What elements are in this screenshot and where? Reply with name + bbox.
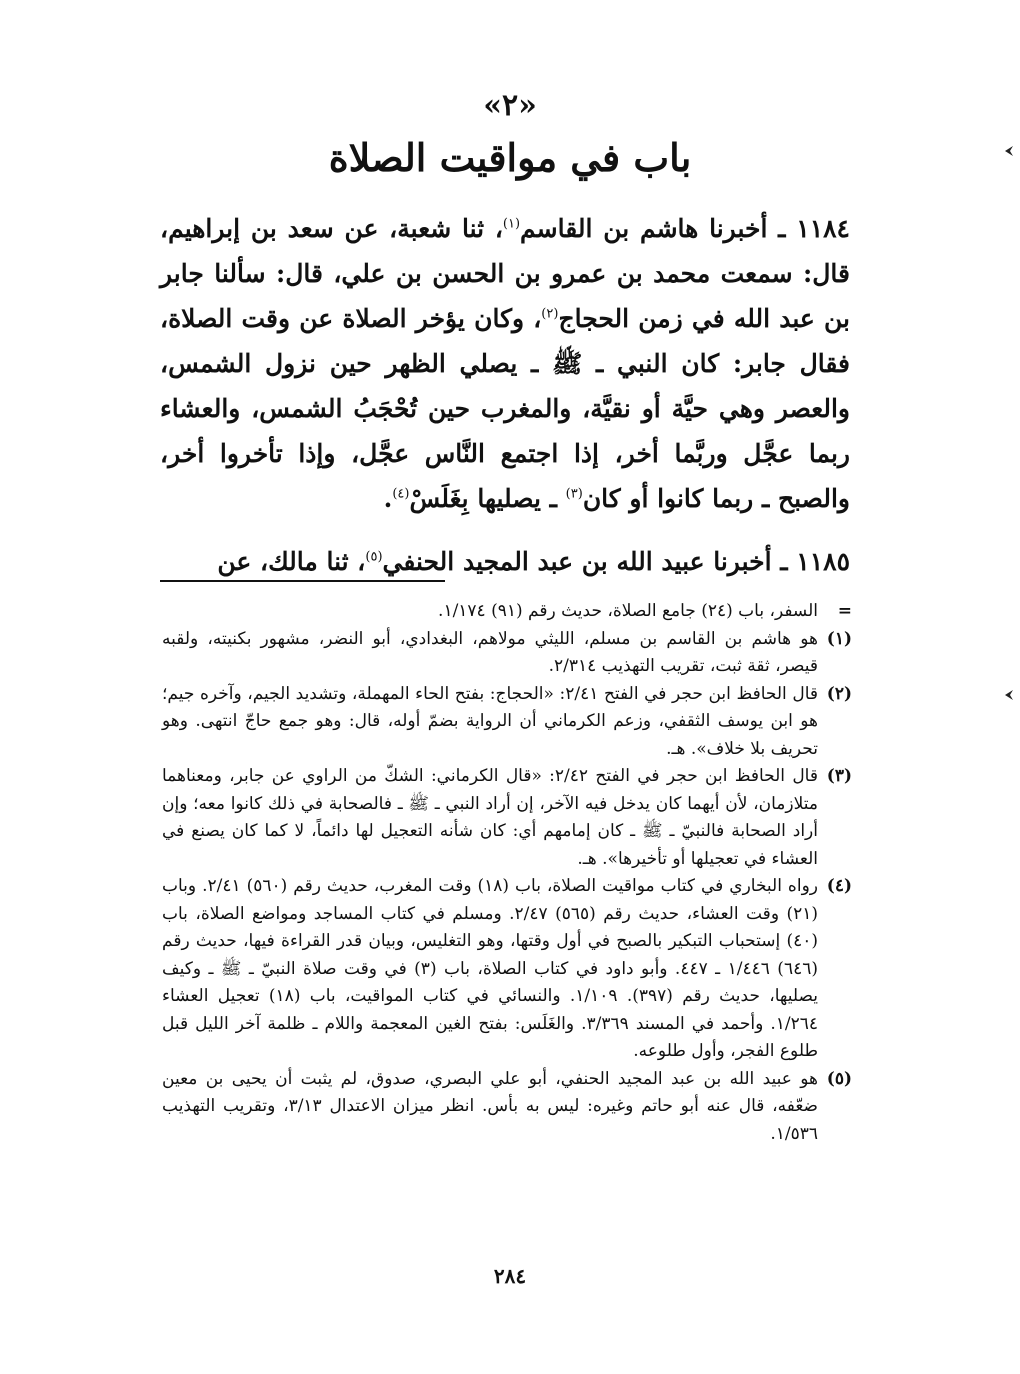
footnote-number: (٥) (826, 1068, 852, 1089)
footnote-text: قال الحافظ ابن حجر في الفتح ٢/٤١: «الحجاج: بفتح الحاء المهملة، وتشديد الجيم، وآخره جيم؛ هو ابن يوسف الثقفي، وزعم الكرماني أن الرواية بضمّ أوله، قال: وهو جمع حاجّ انتهى. وهو تحريف بلا خلاف». هـ. (162, 683, 819, 759)
hadith-text: ، ثنا مالك، عن (217, 547, 366, 576)
footnote-divider (160, 580, 445, 582)
footnote-ref: (١) (502, 216, 521, 232)
footnote-ref: (٣) (565, 486, 583, 502)
footnote-text: هو عبيد الله بن عبد المجيد الحنفي، أبو علي البصري، صدوق، لم يثبت أن يحيى بن معين ضعّفه، قال عنه أبو حاتم وغيره: ليس به بأس. انظر ميزان الاعتدال ٣/١٣، وتقريب التهذيب ١/٥٣٦. (162, 1068, 818, 1144)
footnote-number: (٢) (826, 683, 852, 704)
footnotes (162, 598, 852, 1148)
chapter-number: «٢» (483, 88, 537, 123)
footnote-ref: (٢) (541, 306, 559, 322)
hadith-text: ـ يصليها بِغَلَسْ (409, 484, 566, 513)
hadith-1185 (160, 539, 850, 584)
hadith-text: ، ثنا شعبة، عن سعد بن إبراهيم، قال: سمعت محمد بن عمرو بن الحسن بن علي، قال: سألنا جابر بن عبد الله في زمن الحجاج (160, 214, 850, 333)
footnote-ref: (٤) (392, 486, 410, 502)
footnote-1 (162, 626, 852, 681)
hadith-text: ـ أخبرنا عبيد الله بن عبد المجيد الحنفي (382, 547, 797, 576)
footnote-number: (٤) (826, 876, 852, 896)
hadith-text: ـ أخبرنا هاشم بن القاسم (520, 214, 797, 243)
footnote-number: = (837, 601, 852, 621)
footnote-2 (162, 681, 852, 764)
hadith-1184 (160, 206, 850, 521)
margin-mark-middle (1004, 688, 1014, 702)
hadith-text: ، وكان يؤخر الصلاة عن وقت الصلاة، فقال جابر: كان النبي ـ ﷺ ـ يصلي الظهر حين نزول الشمس، والعصر وهي حيَّة أو نقيَّة، والمغرب حين تُحْجَبُ الشمس، والعشاء ربما عجَّل وربَّما أخر، إذا اجتمع النَّاس عجَّل، وإذا تأخروا أخر، والصبح ـ ربما كانوا أو كان (160, 304, 850, 513)
footnote-text: قال الحافظ ابن حجر في الفتح ٢/٤٢: «قال الكرماني: الشكّ من الراوي عن جابر، ومعناهما متلازمان، لأن أيهما كان يدخل فيه الآخر، إن أراد النبي ـ ﷺ ـ فالصحابة في ذلك كانوا معه؛ وإن أراد الصحابة فالنبيّ ـ ﷺ ـ كان إمامهم أي: كان شأنه التعجيل لها دائماً، لا كما كان يصنع في العشاء في تعجيلها أو تأخيرها». هـ. (162, 766, 818, 869)
chapter-title: باب في مواقيت الصلاة (328, 135, 692, 180)
hadith-text: . (383, 484, 393, 513)
footnote-3 (162, 763, 852, 873)
main-text (160, 206, 850, 584)
footnote-ref: (٥) (365, 549, 383, 565)
footnote-number: (٣) (826, 766, 852, 786)
footnote-text: هو هاشم بن القاسم بن مسلم، الليثي مولاهم، البغدادي، أبو النضر، مشهور بكنيته، ولقبه قيصر، ثقة ثبت، تقريب التهذيب ٢/٣١٤. (162, 628, 818, 676)
footnote-text: رواه البخاري في كتاب مواقيت الصلاة، باب (١٨) وقت المغرب، حديث رقم (٥٦٠) ٢/٤١. وباب (٢١) وقت العشاء، حديث رقم (٥٦٥) ٢/٤٧. ومسلم في كتاب المساجد ومواضع الصلاة، باب (٤٠) إستحباب التبكير بالصبح في أول وقتها، وهو التغليس، وبيان قدر القراءة فيها، حديث رقم (٦٤٦) ١/٤٤٦ ـ ٤٤٧. وأبو داود في كتاب الصلاة، باب (٣) في وقت صلاة النبيّ ـ ﷺ ـ وكيف يصليها، حديث رقم (٣٩٧). ١/١٠٩. والنسائي في كتاب المواقيت، باب (١٨) تعجيل العشاء ١/٢٦٤. وأحمد في المسند ٣/٣٦٩. والغَلَس: بفتح الغين المعجمة واللام ـ ظلمة آخر الليل قبل طلوع الفجر، وأول طلوعه. (162, 876, 819, 1061)
footnote-text: السفر، باب (٢٤) جامع الصلاة، حديث رقم (٩١) ١/١٧٤. (438, 601, 818, 621)
page-number: ٢٨٤ (493, 1264, 527, 1288)
footnote-5 (162, 1066, 852, 1149)
footnote-number: (١) (826, 628, 852, 649)
hadith-number: ١١٨٤ (796, 214, 850, 243)
footnote-continuation (162, 598, 852, 626)
footnote-4 (162, 873, 852, 1066)
hadith-number: ١١٨٥ (796, 547, 850, 576)
